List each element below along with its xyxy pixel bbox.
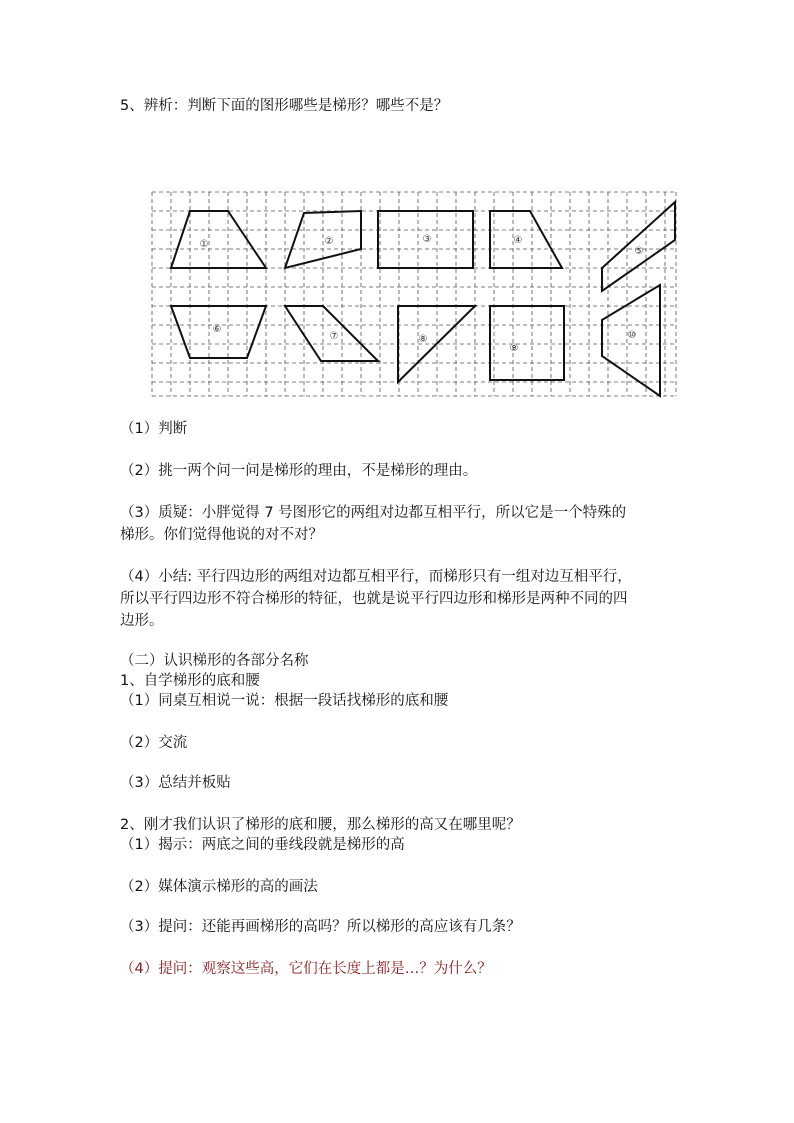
item-2-step-3: （3）提问：还能再画梯形的高吗？所以梯形的高应该有几条？ bbox=[120, 919, 521, 935]
item-2-heading: 2、刚才我们认识了梯形的底和腰，那么梯形的高又在哪里呢？ bbox=[120, 817, 521, 833]
step-judge: （1）判断 bbox=[120, 421, 188, 437]
label-3: ③ bbox=[422, 234, 432, 245]
shape-4 bbox=[490, 211, 562, 268]
item-1-heading: 1、自学梯形的底和腰 bbox=[120, 673, 260, 689]
label-8: ⑧ bbox=[418, 334, 428, 345]
label-10: ⑩ bbox=[627, 330, 637, 341]
label-6: ⑥ bbox=[212, 324, 222, 335]
shape-1 bbox=[171, 211, 266, 268]
label-1: ① bbox=[199, 239, 209, 250]
label-9: ⑨ bbox=[509, 343, 519, 354]
step-summary-line-1: （4）小结: 平行四边形的两组对边都互相平行，而梯形只有一组对边互相平行， bbox=[120, 569, 632, 585]
step-question-line-2: 梯形。你们觉得他说的对不对？ bbox=[120, 527, 323, 543]
item-2-step-1: （1）揭示：两底之间的垂线段就是梯形的高 bbox=[120, 837, 405, 853]
shape-2 bbox=[285, 211, 361, 268]
item-2-step-2: （2）媒体演示梯形的高的画法 bbox=[120, 879, 318, 895]
item-1-step-2: （2）交流 bbox=[120, 735, 188, 751]
label-7: ⑦ bbox=[329, 331, 339, 342]
step-summary-line-2: 所以平行四边形不符合梯形的特征，也就是说平行四边形和梯形是两种不同的四 bbox=[120, 591, 628, 607]
item-1-step-3: （3）总结并板贴 bbox=[120, 775, 231, 791]
exercise-heading: 5、辨析：判断下面的图形哪些是梯形？哪些不是？ bbox=[120, 98, 449, 114]
label-4: ④ bbox=[513, 235, 523, 246]
shape-9 bbox=[490, 306, 564, 380]
item-2-step-4: （4）提问：观察这些高，它们在长度上都是…？为什么？ bbox=[120, 961, 492, 977]
section-heading-parts: （二）认识梯形的各部分名称 bbox=[120, 653, 309, 669]
item-1-step-1: （1）同桌互相说一说：根据一段话找梯形的底和腰 bbox=[120, 693, 449, 709]
step-summary-line-3: 边形。 bbox=[120, 613, 164, 629]
shape-grid-figure bbox=[148, 188, 682, 400]
label-5: ⑤ bbox=[634, 246, 644, 257]
label-2: ② bbox=[324, 236, 334, 247]
step-question-line-1: （3）质疑：小胖觉得 7 号图形它的两组对边都互相平行，所以它是一个特殊的 bbox=[120, 505, 627, 521]
step-pick: （2）挑一两个问一问是梯形的理由，不是梯形的理由。 bbox=[120, 463, 478, 479]
